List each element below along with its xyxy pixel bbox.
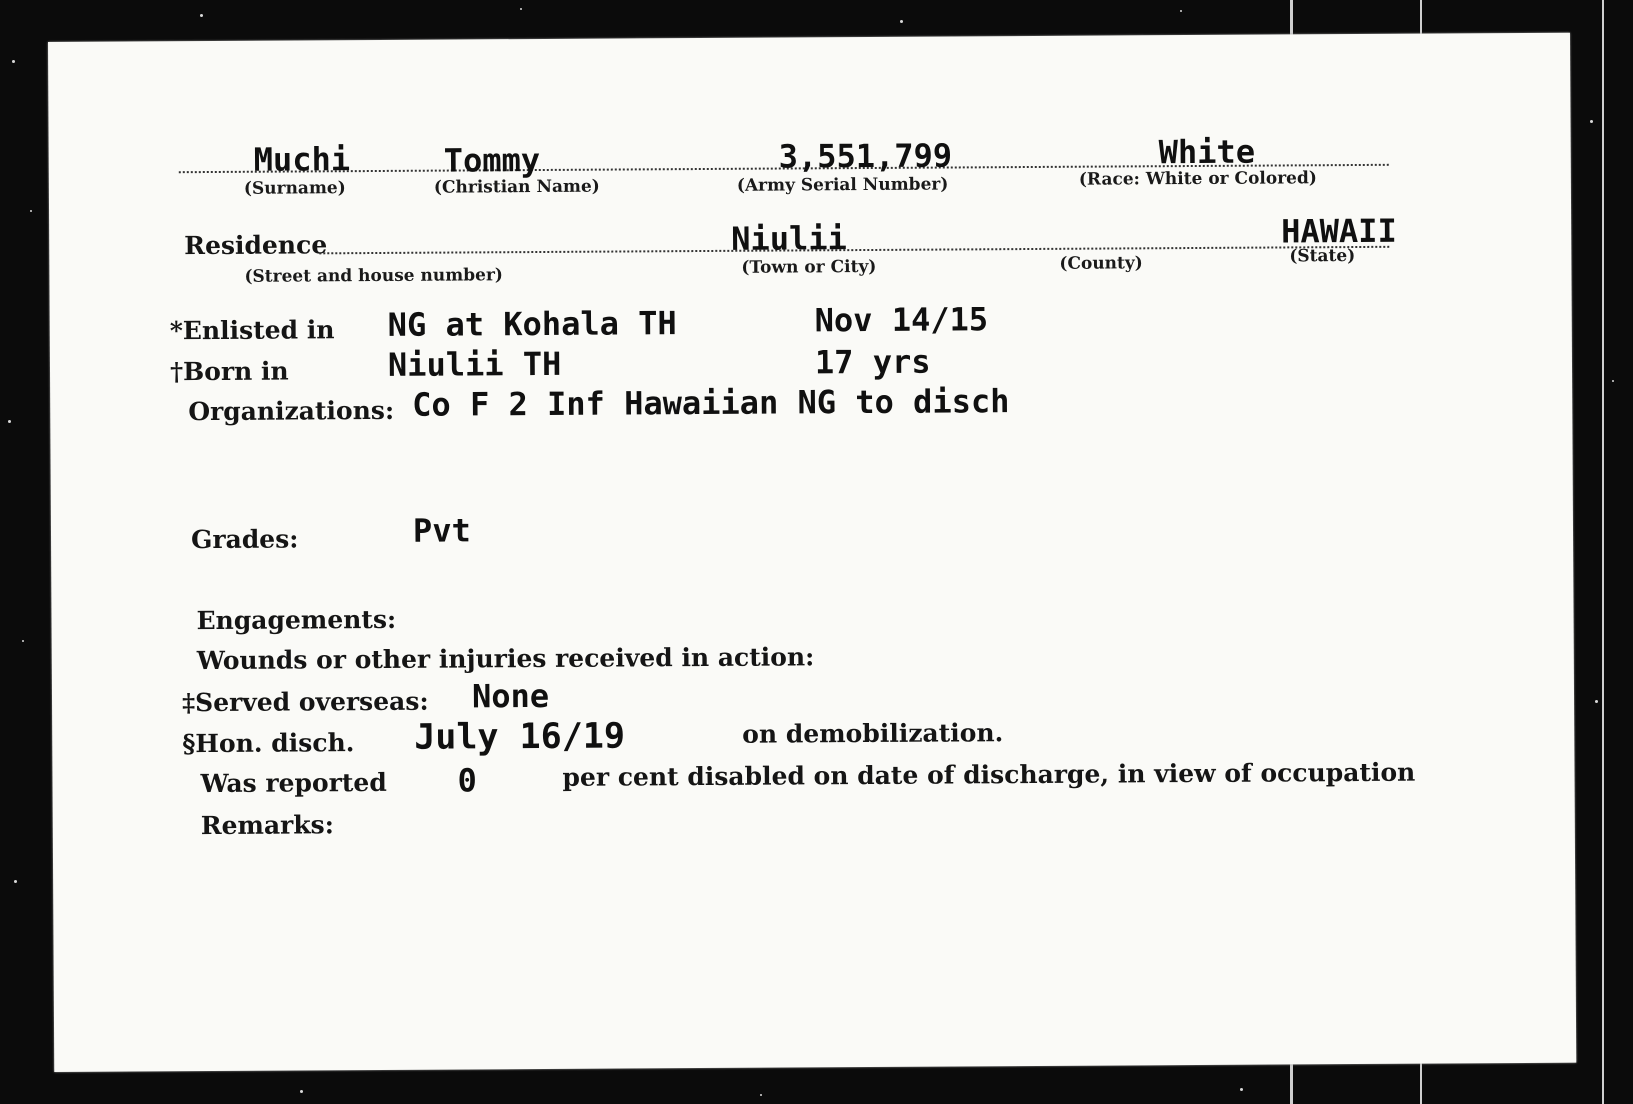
- town-label: (Town or City): [741, 256, 877, 278]
- serial-number-label: (Army Serial Number): [736, 174, 949, 196]
- enlisted-label: *Enlisted in: [169, 315, 335, 346]
- row2-dotted-line: [319, 246, 1389, 255]
- film-speckle: [12, 60, 15, 63]
- film-speckle: [1590, 120, 1593, 123]
- film-speckle: [200, 14, 203, 17]
- serial-number-value: 3,551,799: [778, 136, 953, 176]
- disability-percent-value: 0: [457, 761, 477, 800]
- surname-label: (Surname): [243, 178, 346, 199]
- film-speckle: [300, 1090, 303, 1093]
- street-label: (Street and house number): [244, 265, 503, 287]
- christian-name-value: Tommy: [443, 140, 541, 180]
- service-record-card: [48, 33, 1576, 1072]
- town-value: Niulii: [731, 219, 847, 258]
- born-label: †Born in: [169, 356, 289, 387]
- film-scratch: [1602, 0, 1604, 1104]
- film-speckle: [22, 640, 24, 642]
- film-speckle: [1612, 380, 1614, 382]
- served-overseas-value: None: [471, 676, 550, 716]
- remarks-label: Remarks:: [200, 810, 335, 841]
- surname-value: Muchi: [253, 140, 351, 179]
- film-speckle: [1240, 1088, 1243, 1091]
- enlisted-place-value: NG at Kohala TH: [387, 304, 677, 344]
- discharge-suffix: on demobilization.: [742, 718, 1004, 749]
- film-speckle: [760, 1094, 762, 1096]
- discharge-label: §Hon. disch.: [182, 728, 355, 759]
- race-label: (Race: White or Colored): [1078, 168, 1317, 190]
- residence-label: Residence: [184, 230, 328, 261]
- organizations-value: Co F 2 Inf Hawaiian NG to disch: [412, 382, 1010, 424]
- organizations-label: Organizations:: [188, 395, 395, 427]
- born-place-value: Niulii TH: [387, 344, 562, 384]
- film-speckle: [30, 210, 32, 212]
- born-age-value: 17 yrs: [814, 342, 931, 382]
- engagements-label: Engagements:: [196, 604, 397, 636]
- county-label: (County): [1059, 253, 1143, 274]
- race-value: White: [1158, 132, 1256, 172]
- disability-label: Was reported: [200, 767, 387, 799]
- film-speckle: [8, 420, 11, 423]
- christian-name-label: (Christian Name): [433, 176, 600, 198]
- grades-label: Grades:: [190, 524, 299, 555]
- grades-value: Pvt: [412, 511, 471, 550]
- film-speckle: [520, 8, 522, 10]
- state-label: (State): [1289, 246, 1356, 267]
- discharge-date-value: July 16/19: [414, 716, 626, 758]
- served-overseas-label: ‡Served overseas:: [181, 686, 429, 718]
- wounds-label: Wounds or other injuries received in action:: [196, 642, 815, 676]
- film-speckle: [14, 880, 17, 883]
- film-speckle: [1180, 10, 1182, 12]
- film-speckle: [900, 20, 903, 23]
- enlisted-date-value: Nov 14/15: [814, 300, 989, 340]
- film-speckle: [1595, 700, 1598, 703]
- state-value: HAWAII: [1281, 211, 1397, 251]
- disability-suffix: per cent disabled on date of discharge, in view of occupation: [562, 757, 1416, 792]
